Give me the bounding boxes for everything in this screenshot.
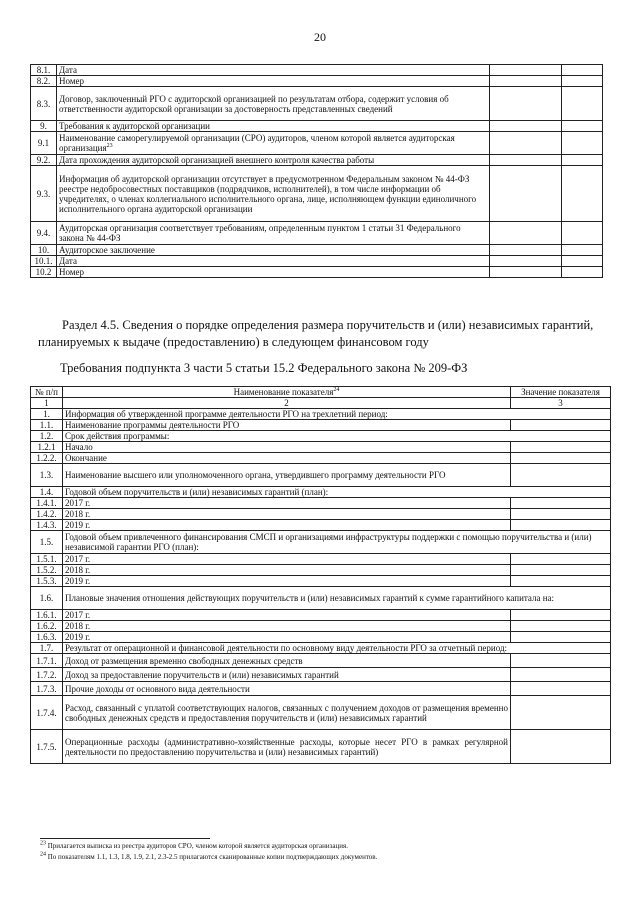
value-cell-a	[490, 65, 562, 76]
table-row	[31, 222, 603, 245]
table-row	[31, 621, 611, 632]
row-text: 2017 г.	[63, 498, 511, 509]
table-row	[31, 643, 611, 654]
value-cell	[511, 565, 611, 576]
row-text-content: Требования к аудиторской организации	[59, 121, 210, 131]
section-heading: Раздел 4.5. Сведения о порядке определения размера поручительств и (или) независимых гарантий, планируемых к выдаче (предоставлению) в следующем финансовом году	[38, 318, 594, 349]
value-cell-b	[562, 166, 603, 222]
table-row	[31, 682, 611, 696]
colnum-2: 2	[63, 398, 511, 409]
row-text-content: Аудиторская организация соответствует требованиям, определенным пунктом 1 статьи 31 Федерального закона № 44-ФЗ	[59, 223, 461, 243]
value-cell	[511, 730, 611, 764]
column-numbers-row	[31, 398, 611, 409]
row-text: 2018 г.	[63, 565, 511, 576]
row-number: 1.6.1.	[31, 610, 63, 621]
value-cell	[511, 509, 611, 520]
value-cell-a	[490, 267, 562, 278]
row-text-content: Информация об аудиторской организации отсутствует в предусмотренном Федеральным законом № 44-ФЗ реестре недобросовестных поставщиков (подрядчиков, исполнителей), в том числе информации об учредителях, о членах коллегиального исполнительного органа, лице, исполняющем функции единоличного исполнительного органа аудиторской организации	[59, 173, 477, 214]
guarantee-table	[30, 386, 611, 764]
value-cell	[511, 682, 611, 696]
row-number: 10.1.	[31, 256, 57, 267]
row-number: 9.1	[31, 132, 57, 155]
value-cell-a	[490, 222, 562, 245]
page-number: 20	[314, 30, 326, 44]
row-text	[57, 245, 490, 256]
row-text: 2019 г.	[63, 520, 511, 531]
table-row	[31, 654, 611, 668]
footnote-mark: 23	[106, 143, 113, 149]
value-cell-b	[562, 87, 603, 121]
row-number: 1.4.1.	[31, 498, 63, 509]
header-footnote-mark: 24	[333, 387, 340, 393]
requirements-heading: Требования подпункта 3 части 5 статьи 15.2 Федерального закона № 209-ФЗ	[60, 361, 468, 375]
colnum-3: 3	[511, 398, 611, 409]
value-cell-a	[490, 155, 562, 166]
row-number: 1.7.5.	[31, 730, 63, 764]
row-number: 1.4.2.	[31, 509, 63, 520]
row-text-content: Договор, заключенный РГО с аудиторской организацией по результатам отбора, содержит условия об ответственности аудиторской организации за достоверность представленных сведений	[59, 93, 449, 114]
row-text: Операционные расходы (административно-хозяйственные расходы, которые несет РГО в рамках регулярной деятельности по предоставлению поручительства и (или) независимых гарантий)	[63, 730, 511, 764]
row-number: 10.	[31, 245, 57, 256]
row-number: 1.5.	[31, 531, 63, 554]
row-text-content: Номер	[59, 76, 85, 86]
row-text: Наименование программы деятельности РГО	[63, 420, 511, 431]
row-text: Наименование высшего или уполномоченного органа, утвердившего программу деятельности РГО	[63, 464, 511, 487]
footnote-23-text: Прилагается выписка из реестра аудиторов СРО, членом которой является аудиторская организация.	[47, 842, 348, 850]
row-text	[57, 222, 490, 245]
row-number: 9.3.	[31, 166, 57, 222]
value-cell-a	[490, 256, 562, 267]
row-text	[57, 65, 490, 76]
row-text-content: Дата прохождения аудиторской организацией внешнего контроля качества работы	[59, 155, 375, 165]
row-number: 1.2.1	[31, 442, 63, 453]
value-cell-b	[562, 222, 603, 245]
row-text: Срок действия программы:	[63, 431, 611, 442]
row-number: 1.6.	[31, 587, 63, 610]
row-text: Результат от операционной и финансовой деятельности по основному виду деятельности РГО за отчетный период:	[63, 643, 611, 654]
row-number: 8.2.	[31, 76, 57, 87]
footnote-23-mark: 23	[40, 840, 46, 847]
row-text-content: Аудиторское заключение	[59, 245, 155, 255]
value-cell-b	[562, 267, 603, 278]
row-number: 1.5.1.	[31, 554, 63, 565]
table-row	[31, 668, 611, 682]
row-text: 2017 г.	[63, 554, 511, 565]
value-cell	[511, 520, 611, 531]
table-row	[31, 65, 603, 76]
table-header-row	[31, 387, 611, 398]
colnum-1: 1	[31, 398, 63, 409]
value-cell	[511, 420, 611, 431]
table-row	[31, 267, 603, 278]
table-row	[31, 610, 611, 621]
table-row	[31, 632, 611, 643]
row-number: 1.7.1.	[31, 654, 63, 668]
value-cell-b	[562, 76, 603, 87]
value-cell-a	[490, 166, 562, 222]
row-text-content: Наименование саморегулируемой организации (СРО) аудиторов, членом которой является аудиторская организация	[59, 133, 455, 153]
header-value: Значение показателя	[511, 387, 611, 398]
table-row	[31, 520, 611, 531]
table-row	[31, 431, 611, 442]
table-row	[31, 587, 611, 610]
row-number: 1.1.	[31, 420, 63, 431]
row-text: 2018 г.	[63, 509, 511, 520]
table-row	[31, 256, 603, 267]
row-number: 1.7.2.	[31, 668, 63, 682]
value-cell-b	[562, 132, 603, 155]
table-row	[31, 442, 611, 453]
row-text: 2019 г.	[63, 632, 511, 643]
row-number: 1.7.	[31, 643, 63, 654]
row-text: Доход от размещения временно свободных денежных средств	[63, 654, 511, 668]
footnote-24	[40, 853, 630, 862]
table-row	[31, 730, 611, 764]
row-text	[57, 267, 490, 278]
row-number: 1.2.	[31, 431, 63, 442]
table-row	[31, 509, 611, 520]
value-cell-a	[490, 132, 562, 155]
value-cell-a	[490, 245, 562, 256]
row-text: Информация об утвержденной программе деятельности РГО на трехлетний период:	[63, 409, 611, 420]
row-text: Начало	[63, 442, 511, 453]
row-text-content: Номер	[59, 267, 85, 277]
footnote-rule	[40, 838, 210, 839]
table-row	[31, 76, 603, 87]
value-cell	[511, 632, 611, 643]
row-text: 2018 г.	[63, 621, 511, 632]
header-num: № п/п	[31, 387, 63, 398]
row-text	[57, 121, 490, 132]
row-text: Годовой объем поручительств и (или) независимых гарантий (план):	[63, 487, 611, 498]
row-text	[57, 76, 490, 87]
row-number: 8.1.	[31, 65, 57, 76]
table-row	[31, 155, 603, 166]
row-text	[57, 155, 490, 166]
row-number: 1.2.2.	[31, 453, 63, 464]
table-row	[31, 565, 611, 576]
footnote-24-mark: 24	[40, 851, 46, 858]
row-number: 1.	[31, 409, 63, 420]
row-number: 1.4.	[31, 487, 63, 498]
value-cell	[511, 696, 611, 730]
row-number: 1.6.3.	[31, 632, 63, 643]
header-name-text: Наименование показателя	[233, 387, 334, 397]
table-row	[31, 464, 611, 487]
value-cell	[511, 621, 611, 632]
row-text-content: Дата	[59, 65, 77, 75]
row-number: 1.4.3.	[31, 520, 63, 531]
row-text	[57, 256, 490, 267]
row-text: Годовой объем привлеченного финансирования СМСП и организациями инфраструктуры поддержки с помощью поручительства и (или) независимой гарантии РГО (план):	[63, 531, 611, 554]
row-number: 1.7.4.	[31, 696, 63, 730]
row-number: 1.5.2.	[31, 565, 63, 576]
header-name	[63, 387, 511, 398]
table-row	[31, 554, 611, 565]
row-number: 1.3.	[31, 464, 63, 487]
table-row	[31, 531, 611, 554]
table-row	[31, 498, 611, 509]
row-number: 1.5.3.	[31, 576, 63, 587]
row-text-content: Дата	[59, 256, 77, 266]
value-cell	[511, 668, 611, 682]
value-cell-a	[490, 121, 562, 132]
row-text: Плановые значения отношения действующих поручительств и (или) независимых гарантий к сумме гарантийного капитала на:	[63, 587, 611, 610]
value-cell-a	[490, 87, 562, 121]
value-cell	[511, 576, 611, 587]
table-row	[31, 132, 603, 155]
table-row	[31, 245, 603, 256]
row-text	[57, 132, 490, 155]
row-number: 10.2	[31, 267, 57, 278]
row-number: 8.3.	[31, 87, 57, 121]
row-number: 9.4.	[31, 222, 57, 245]
table-row	[31, 487, 611, 498]
row-text: 2019 г.	[63, 576, 511, 587]
row-text: Прочие доходы от основного вида деятельности	[63, 682, 511, 696]
row-text	[57, 87, 490, 121]
value-cell-b	[562, 155, 603, 166]
table-row	[31, 420, 611, 431]
value-cell	[511, 442, 611, 453]
table-row	[31, 696, 611, 730]
value-cell	[511, 464, 611, 487]
value-cell	[511, 453, 611, 464]
value-cell-b	[562, 245, 603, 256]
audit-table	[30, 64, 603, 278]
row-text: Доход за предоставление поручительств и (или) независимых гарантий	[63, 668, 511, 682]
row-text: Окончание	[63, 453, 511, 464]
row-text: 2017 г.	[63, 610, 511, 621]
footnote-24-text: По показателям 1.1, 1.3, 1.8, 1.9, 2.1, 2.3-2.5 прилагаются сканированные копии подтверждающих документов.	[47, 853, 378, 861]
table-row	[31, 166, 603, 222]
table-row	[31, 453, 611, 464]
row-text	[57, 166, 490, 222]
row-number: 9.2.	[31, 155, 57, 166]
value-cell	[511, 498, 611, 509]
row-text: Расход, связанный с уплатой соответствующих налогов, связанных с получением доходов от размещения временно свободных денежных средств и предоставления поручительств и (или) независимых гарантий	[63, 696, 511, 730]
table-row	[31, 87, 603, 121]
table-row	[31, 409, 611, 420]
value-cell	[511, 554, 611, 565]
row-number: 1.7.3.	[31, 682, 63, 696]
row-number: 9.	[31, 121, 57, 132]
value-cell-b	[562, 256, 603, 267]
table-row	[31, 576, 611, 587]
footnote-23	[40, 842, 630, 851]
value-cell-a	[490, 76, 562, 87]
row-number: 1.6.2.	[31, 621, 63, 632]
value-cell	[511, 654, 611, 668]
table-row	[31, 121, 603, 132]
value-cell-b	[562, 65, 603, 76]
value-cell-b	[562, 121, 603, 132]
value-cell	[511, 610, 611, 621]
